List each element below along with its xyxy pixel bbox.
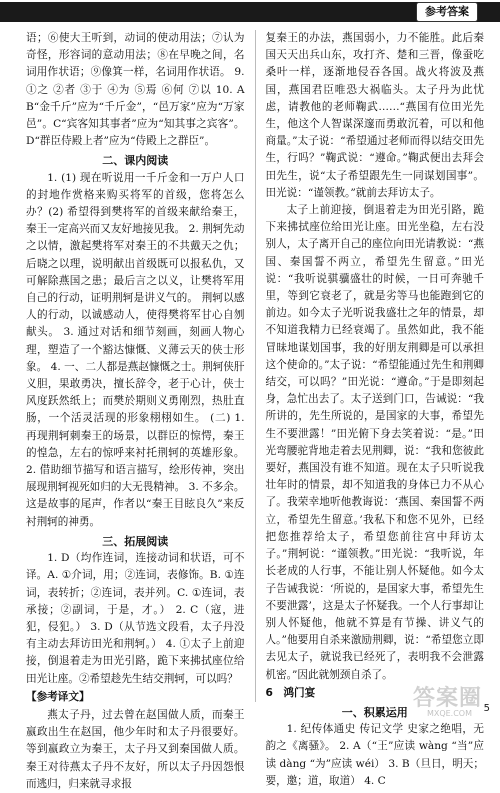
right-paragraph-1: 太子上前迎接，倒退着走为田光引路，跪下来拂拭座位给田光让座。田光坐稳，左右没别人，太子离开自己的座位向田光请教说：“燕国、秦国誓不两立，希望先生留意。”田光说：“我听说骐骥盛壮的时候，一日可奔驰千里，等到它衰老了，就是劣等马也能跑到它的前边。如今太子光听说我盛壮之年的情景，却不知道我精力已经衰竭了。虽然如此，我不能冒昧地谋划国事，我的好朋友荆卿是可以承担这个使命的。”太子说：“希望能通过先生和荆卿结交，可以吗？”田光说：“遵命。”于是即刻起身，急忙出去了。太子送到门口，告诫说：“我所讲的，先生所说的，是国家的大事，希望先生不要泄露！”田光俯下身去笑着说：“是。”田光弯腰驼背地走着去见荆卿，说：“我和您彼此要好，燕国没有谁不知道。现在太子只听说我壮年时的情景，却不知道我的身体已力不从心了。我荣幸地听他教诲说：‘燕国、秦国誓不两立，希望先生留意。’我私下和您不见外，已经把您推荐给太子，希望您前往宫中拜访太子。”荆轲说：“谨领教。”田光说：“我听说，年长老成的人行事，不能让别人怀疑他。如今太子告诫我说：‘所说的，是国家大事，希望先生不要泄露’，这是太子怀疑我。一个人行事却让别人怀疑他，他就不算是有节操、讲义气的人。”他要用自杀来激励荆卿，说：“希望您立即去见太子，就说我已经死了，表明我不会泄露机密。”因此就刎颈自杀了。 xyxy=(265,204,484,681)
section3-paragraph-0: 1. D（均作连词，连接动词和状语，可不译。A. ①介词，用；②连词，表修饰。B. ①连词，表转折；②连词，表并列。C. ①连词，表承接；②副词，于是，才。） 2. C（寇，进犯，侵犯。） 3. D（从节选文段看，太子丹没有主动去拜访田光和荆轲。） 4. ①太子上前迎接，倒退着走为田光引路，跪下来拂拭座位给田光让座。②希望趁先生结交荆轲，可以吗？ xyxy=(26,552,245,685)
translation-paragraph-0: 燕太子丹，过去曾在赵国做人质，而秦王嬴政出生在赵国，他少年时和太子丹很要好。等到嬴政立为秦王，太子丹又到秦国做人质。秦王对待燕太子丹不友好，所以太子丹因怨恨而逃归，归来就寻求报 xyxy=(26,708,245,790)
watermark: 答案圈 xyxy=(412,686,482,711)
lesson-section-title: 一、积累运用 xyxy=(341,705,408,719)
left-paragraph-0: 语；⑥使大王听到，动词的使动用法；⑦认为奇怪，形容词的意动用法；⑧在早晚之间，名词用作状语；⑨像箕一样，名词用作状语。 9. ①之 ②者 ③于 ④为 ⑤焉 ⑥何 ⑦以 10. A B“金千斤”应为“千斤金”，“邑万家”应为“万家邑”。C“宾客知其事者”应为“知其事之宾客”。D“群臣侍殿上者”应为“侍殿上之群臣”。 xyxy=(26,32,245,148)
column-divider xyxy=(255,30,256,702)
watermark-sub: MXQE.COM xyxy=(426,709,472,718)
section2-title: 二、课内阅读 xyxy=(102,154,169,168)
section3-title: 三、拓展阅读 xyxy=(102,534,169,548)
right-paragraph-0: 复秦王的办法，燕国弱小，力不能胜。此后秦国天天出兵山东，攻打齐、楚和三晋，像蚕吃桑叶一样，逐渐地侵吞各国。战火将波及燕国，燕国君臣唯恐大祸临头。太子丹为此忧虑，请教他的老师鞠武……“燕国有位田光先生，他这个人智谋深邃而勇敢沉着，可以和他商量。”太子说：“希望通过老师而得以结交田先生，行吗？”鞠武说：“遵命。”鞠武便出去拜会田先生，说“太子希望跟先生一同谋划国事”。田光说：“谨领教。”就前去拜访太子。 xyxy=(265,32,484,199)
answer-badge-label: 参考答案 xyxy=(425,5,469,18)
left-column xyxy=(26,30,245,790)
answer-badge xyxy=(416,2,478,22)
section2-paragraph-0: 1. (1) 现在听说用一千斤金和一万户人口的封地作赏格来购买将军的首级，您将怎么办？(2) 希望得到樊将军的首级来献给秦王，秦王一定高兴而又友好地接见我。 2. 荆轲先动之以情，激起樊将军对秦王的不共戴天之仇；后晓之以理，说明献出首级既可以报私仇，又可解除燕国之患；最后言之以义，让樊将军用自己的行动，证明荆轲是讲义气的。 荆轲以感人的行动，以诚感动人，使得樊将军甘心自刎献头。 3. 通过对话和细节刻画，刻画人物心理，塑造了一个豁达慷慨、义薄云天的侠士形象。 4. 一、二人都是燕赵慷慨之士。荆轲侠肝义胆，果敢勇决，擅长辞令，老于心计，侠士风度跃然纸上；而樊於期则义勇刚烈，热肚直肠，一个活灵活现的形象栩栩如生。 (二) 1. 再现荆轲刺秦王的场景，以群臣的惊愕，秦王的惶急，左右的惊呼来衬托荆轲的英雄形象。 2. 借助细节描写和语言描写，绘形传神，突出展现荆轲视死如归的大无畏精神。 3. 不多余。这是故事的尾声，作者以“秦王目眩良久”来反衬荆轲的神勇。 xyxy=(26,171,245,528)
translation-title: 【参考译文】 xyxy=(26,690,90,703)
page-number: 5 xyxy=(483,703,490,714)
lesson-title: 6 鸿门宴 xyxy=(265,686,316,699)
lesson-paragraph-0: 1. 纪传体通史 传记文学 史家之绝唱，无韵之《离骚》。 2. A（“王”应读 wàng “当”应读 dàng “为”应读 wéi） 3. B（旦日，明天；要，邀；道，取道） 4. C xyxy=(265,723,484,787)
header-bar xyxy=(0,0,500,30)
